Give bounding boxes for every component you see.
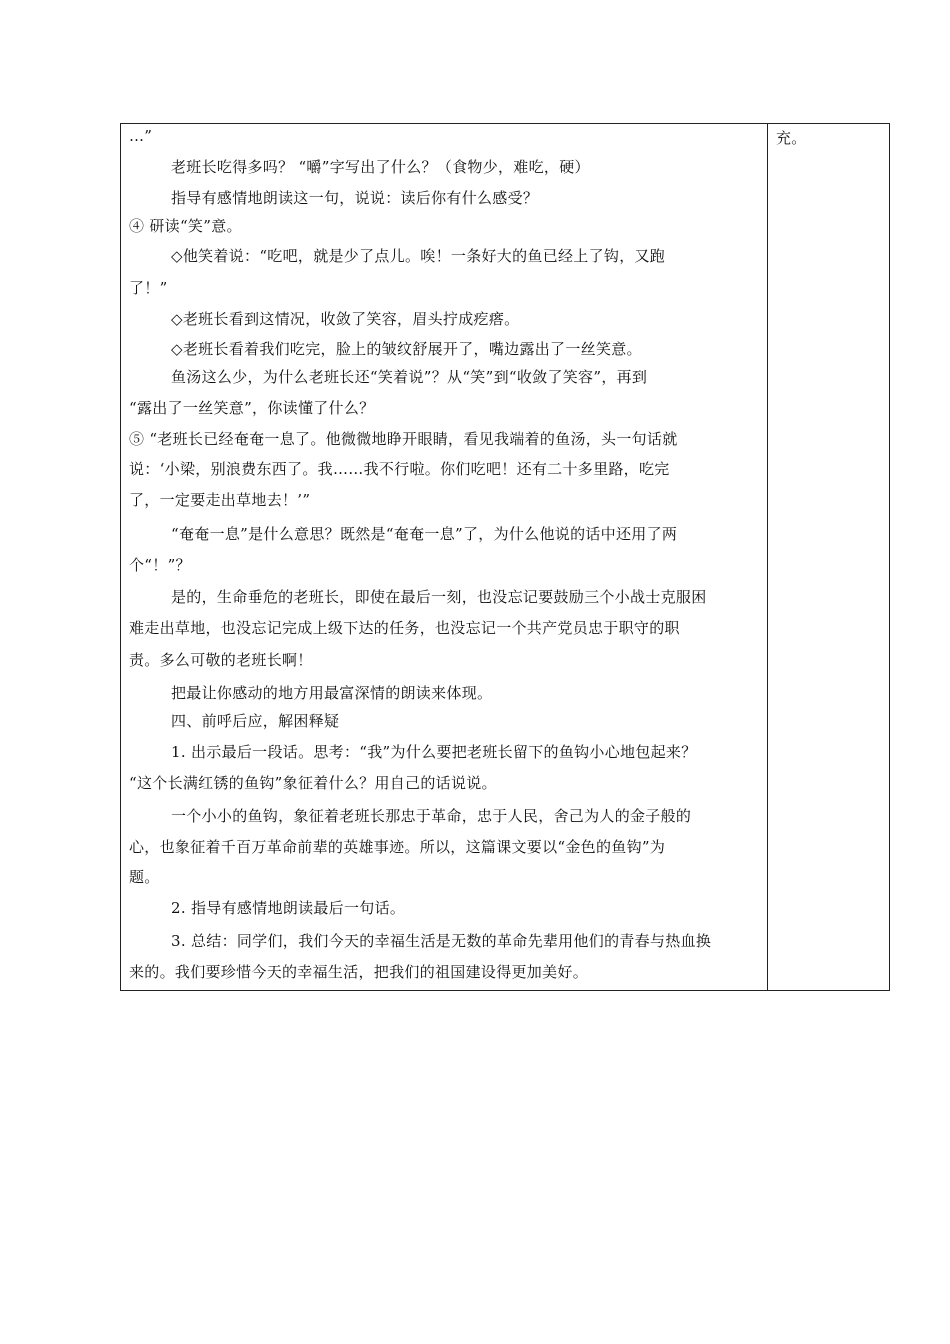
text-line: “这个长满红锈的鱼钩”象征着什么？用自己的话说说。 [129, 773, 497, 792]
text-line: 1. 出示最后一段话。思考：“我”为什么要把老班长留下的鱼钩小心地包起来？ [171, 743, 697, 761]
text-line: 题。 [129, 868, 160, 887]
text-line: 四、前呼后应，解困释疑 [171, 712, 340, 731]
text-line: 心，也象征着千百万革命前辈的英雄事迹。所以，这篇课文要以“金色的鱼钩”为 [129, 837, 666, 856]
text-line: 了！” [129, 278, 168, 297]
text-line: ◇他笑着说：“吃吧，就是少了点儿。唉！一条好大的鱼已经上了钩，又跑 [171, 246, 666, 265]
text-line: 一个小小的鱼钩，象征着老班长那忠于革命，忠于人民，舍己为人的金子般的 [171, 806, 692, 825]
text-line: 责。多么可敬的老班长啊！ [129, 650, 313, 669]
text-line: ◇老班长看着我们吃完，脸上的皱纹舒展开了，嘴边露出了一丝笑意。 [171, 339, 642, 358]
notes-cell [776, 124, 886, 990]
text-line: “奄奄一息”是什么意思？既然是“奄奄一息”了，为什么他说的话中还用了两 [171, 524, 678, 543]
text-line: 是的，生命垂危的老班长，即使在最后一刻，也没忘记要鼓励三个小战士克服困 [171, 588, 707, 607]
text-line: 来的。我们要珍惜今天的幸福生活，把我们的祖国建设得更加美好。 [129, 963, 589, 981]
text-line: 3. 总结：同学们，我们今天的幸福生活是无数的革命先辈用他们的青春与热血换 [171, 932, 712, 951]
text-line: 说：‘小梁，别浪费东西了。我……我不行啦。你们吃吧！还有二十多里路，吃完 [129, 460, 670, 479]
text-line: …” [129, 127, 153, 145]
text-line: 指导有感情地朗读这一句，说说：读后你有什么感受？ [171, 188, 539, 207]
text-line: 2. 指导有感情地朗读最后一句话。 [171, 899, 406, 918]
text-line: 把最让你感动的地方用最富深情的朗读来体现。 [171, 683, 493, 702]
text-line: 老班长吃得多吗？ “嚼”字写出了什么？（食物少，难吃，硬） [171, 157, 590, 176]
notes-text: 充。 [776, 129, 807, 147]
text-line: 个“！”？ [129, 555, 191, 574]
text-line: 难走出草地，也没忘记完成上级下达的任务，也没忘记一个共产党员忠于职守的职 [129, 619, 680, 638]
text-line: 鱼汤这么少，为什么老班长还“笑着说”？从“笑”到“收敛了笑容”，再到 [171, 368, 648, 387]
column-divider [767, 124, 768, 990]
text-line: ⑤ “老班长已经奄奄一息了。他微微地睁开眼睛，看见我端着的鱼汤，头一句话就 [129, 430, 678, 449]
text-line: “露出了一丝笑意”，你读懂了什么？ [129, 399, 375, 418]
lesson-content-cell [129, 124, 759, 990]
text-line: ◇老班长看到这情况，收敛了笑容，眉头拧成疙瘩。 [171, 309, 520, 328]
lesson-plan-table [120, 123, 890, 991]
text-line: 了，一定要走出草地去！’” [129, 491, 311, 510]
text-line: ④ 研读“笑”意。 [129, 216, 242, 235]
